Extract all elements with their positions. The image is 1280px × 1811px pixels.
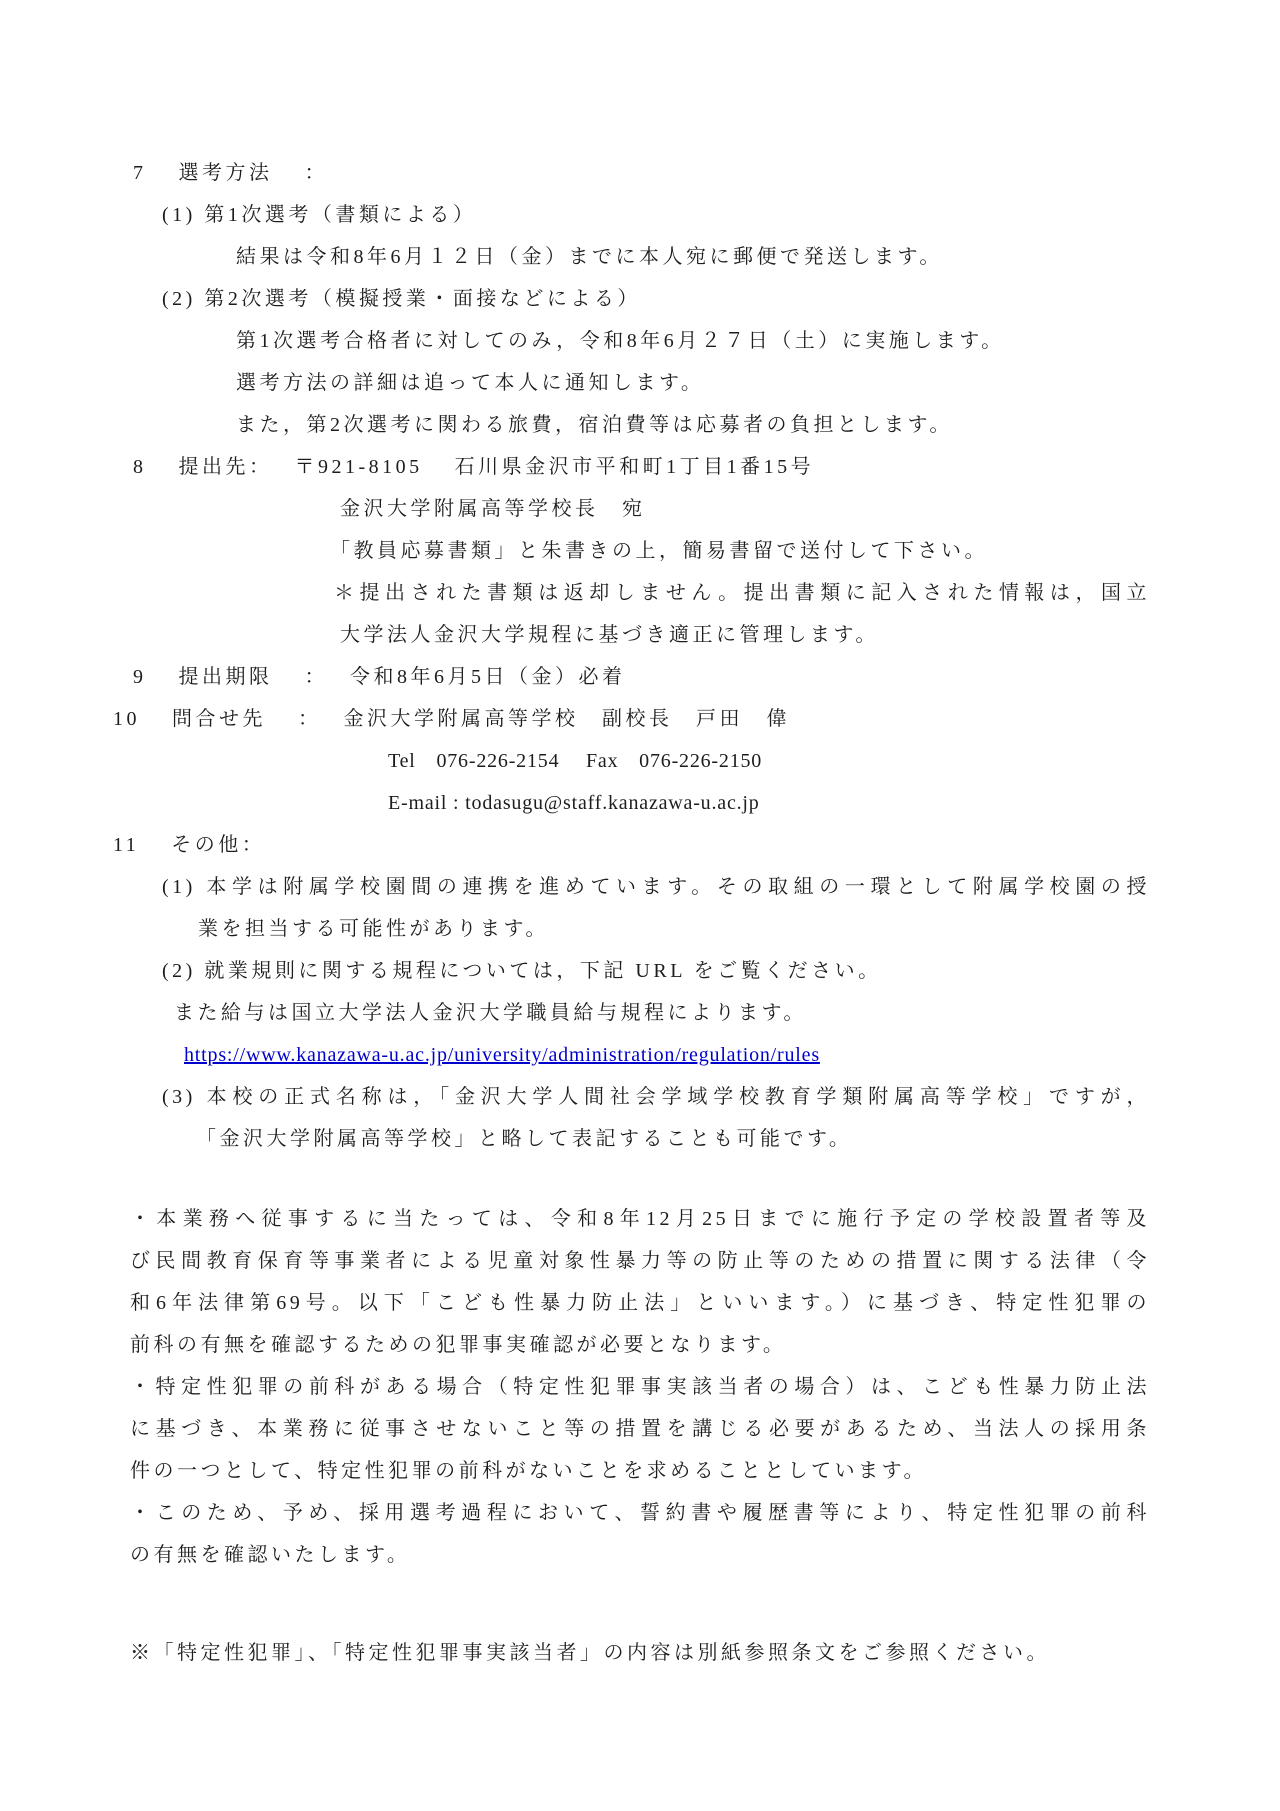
legal-p2-line3: 件の一つとして、特定性犯罪の前科がないことを求めることとしています。 [130,1460,927,1482]
others-item1-line2: 業を担当する可能性があります。 [198,918,549,940]
second-round-cost-line: また，第2次選考に関わる旅費，宿泊費等は応募者の負担とします。 [236,414,953,436]
contact-tel-fax-line: Tel 076-226-2154 Fax 076-226-2150 [388,750,763,772]
others-item1-line1: (1) 本学は附属学校園間の連携を進めています。その取組の一環として附属学校園の授 [162,876,1150,898]
legal-p1-line4: 前科の有無を確認するための犯罪事実確認が必要となります。 [130,1334,787,1356]
first-round-line: (1) 第1次選考（書類による） [162,204,477,226]
others-item3-line2: 「金沢大学附属高等学校」と略して表記することも可能です。 [196,1128,853,1150]
legal-p2-line2: に基づき、本業務に従事させないこと等の措置を講じる必要があるため、当法人の採用条 [130,1418,1150,1440]
submission-mailing-note-line: 「教員応募書類」と朱書きの上，簡易書留で送付して下さい。 [330,540,988,562]
others-item2-line1: (2) 就業規則に関する規程については，下記 URL をご覧ください。 [162,960,882,982]
second-round-date-line: 第1次選考合格者に対してのみ，令和8年6月２７日（土）に実施します。 [236,330,1005,352]
legal-p1-line1: ・本業務へ従事するに当たっては、令和8年12月25日までに施行予定の学校設置者等及 [130,1208,1150,1230]
submission-return-note-line2: 大学法人金沢大学規程に基づき適正に管理します。 [340,624,879,646]
legal-paragraph-3 [0,1492,1280,1576]
reference-note-line: ※「特定性犯罪」、「特定性犯罪事実該当者」の内容は別紙参照条文をご参照ください。 [130,1642,1050,1664]
legal-paragraph-2 [0,1366,1280,1492]
legal-p1-line3: 和6年法律第69号。以下「こども性暴力防止法」といいます。）に基づき、特定性犯罪の [130,1292,1150,1314]
others-item2-line2: また給与は国立大学法人金沢大学職員給与規程によります。 [174,1002,807,1024]
second-round-line: (2) 第2次選考（模擬授業・面接などによる） [162,288,641,310]
submission-return-note-line1: ＊提出された書類は返却しません。提出書類に記入された情報は，国立 [334,582,1150,604]
contact-heading: 10 問合せ先 ： 金沢大学附属高等学校 副校長 戸田 偉 [113,708,790,730]
others-heading: 11 その他： [113,834,266,856]
selection-method-heading: 7 選考方法 ： [133,162,328,184]
contact-email-line: E-mail : todasugu@staff.kanazawa-u.ac.jp [388,792,760,814]
legal-p1-line2: び民間教育保育等事業者による児童対象性暴力等の防止等のための措置に関する法律（令 [130,1250,1150,1272]
regulations-link[interactable]: https://www.kanazawa-u.ac.jp/university/administration/regulation/rules [184,1044,820,1066]
legal-p3-line2: の有無を確認いたします。 [130,1544,411,1566]
legal-paragraph-1 [0,1198,1280,1366]
submission-address-heading: 8 提出先： 〒921-8105 石川県金沢市平和町1丁目1番15号 [133,456,815,478]
submission-addressee-line: 金沢大学附属高等学校長 宛 [340,498,646,520]
others-item3-line1: (3) 本校の正式名称は，「金沢大学人間社会学域学校教育学類附属高等学校」ですが， [162,1086,1150,1108]
first-round-result-line: 結果は令和8年6月１２日（金）までに本人宛に郵便で発送します。 [236,246,943,268]
second-round-notice-line: 選考方法の詳細は追って本人に通知します。 [236,372,705,394]
deadline-heading: 9 提出期限 ： 令和8年6月5日（金）必着 [133,666,626,688]
legal-p3-line1: ・このため、予め、採用選考過程において、誓約書や履歴書等により、特定性犯罪の前科 [130,1502,1150,1524]
regulations-url-line [184,1034,1280,1076]
legal-p2-line1: ・特定性犯罪の前科がある場合（特定性犯罪事実該当者の場合）は、こども性暴力防止法 [130,1376,1150,1398]
